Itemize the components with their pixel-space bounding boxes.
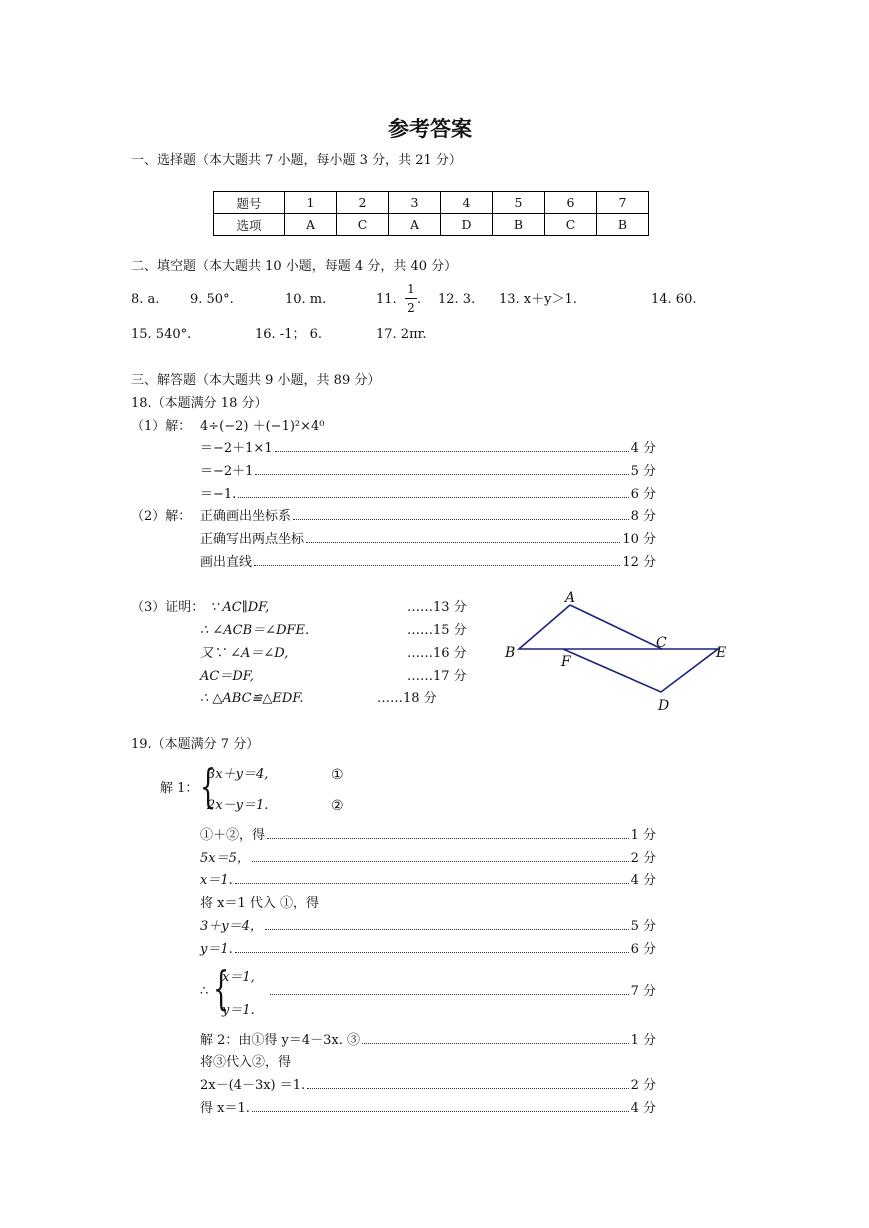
answer-q10: 10. m. (285, 292, 327, 307)
q18-heading: 18.（本题满分 18 分） (131, 396, 268, 411)
proof-score: ……18 分 (377, 691, 437, 706)
step-score: 10 分 (622, 532, 656, 547)
table-row-answers (214, 214, 649, 236)
fraction-bar (405, 298, 417, 299)
answer-table (213, 191, 649, 236)
answer-q16: 16. -1； 6. (255, 327, 323, 342)
proof-step: ∴ △ABC≌△EDF. (200, 691, 304, 706)
proof-score: ……13 分 (407, 600, 467, 615)
triangle-figure (495, 585, 735, 720)
section1-heading: 一、选择题（本大题共 7 小题，每小题 3 分，共 21 分） (131, 153, 462, 168)
step-score: 1 分 (630, 1033, 656, 1048)
result-y: y＝1. (222, 1003, 255, 1018)
proof-score: ……17 分 (407, 669, 467, 684)
dot-leader (254, 565, 620, 566)
label-a: A (565, 590, 576, 606)
table-header-label: 题号 (214, 192, 285, 214)
label-c: C (656, 635, 667, 651)
step-text: 解 2：由①得 y＝4－3x. ③ (200, 1033, 361, 1048)
brace-symbol: { (213, 961, 230, 1015)
step-text: 画出直线 (200, 555, 253, 570)
q19-substitute-text: 将 x＝1 代入 ①，得 (200, 896, 319, 911)
step-score: 8 分 (630, 509, 656, 524)
table-answer-label: 选项 (214, 214, 285, 236)
table-cell: 3 (389, 192, 441, 214)
proof-score: ……16 分 (407, 646, 467, 661)
q18-part1-label: （1）解： (131, 419, 192, 434)
answer-q17: 17. 2πr. (376, 327, 427, 342)
step-score: 4 分 (630, 441, 656, 456)
dot-leader (252, 1111, 629, 1112)
answer-q8: 8. a. (131, 292, 160, 307)
dot-leader (275, 451, 629, 452)
equation-1: 3x＋y＝4, (207, 767, 269, 782)
table-cell: A (285, 214, 337, 236)
section2-heading: 二、填空题（本大题共 10 小题，每题 4 分，共 40 分） (131, 259, 458, 274)
proof-step: ∵ AC∥DF, (210, 600, 270, 615)
step-score: 2 分 (630, 851, 656, 866)
q18-part1-step (200, 463, 656, 481)
q19-step (200, 918, 656, 936)
answer-q14: 14. 60. (651, 292, 697, 307)
step-text: x＝1. (200, 873, 233, 888)
step-text: ①＋②，得 (200, 828, 266, 843)
step-text: ＝−2＋1 (200, 464, 254, 479)
q19-heading: 19.（本题满分 7 分） (131, 737, 260, 752)
page-title: 参考答案 (388, 117, 472, 141)
q19-step (200, 850, 656, 868)
dot-leader (293, 519, 629, 520)
step-score: 2 分 (630, 1078, 656, 1093)
table-cell: 7 (597, 192, 649, 214)
segment-ac (570, 605, 662, 649)
step-text: 2x－(4－3x) ＝1. (200, 1078, 306, 1093)
q19-step (200, 872, 656, 890)
table-cell: C (545, 214, 597, 236)
q19-step (200, 941, 656, 959)
step-text: 正确写出两点坐标 (200, 532, 305, 547)
step-score: 4 分 (630, 1101, 656, 1116)
label-e: E (716, 645, 727, 661)
q18-part1-expression: 4÷(−2) ＋(−1)²×4⁰ (200, 419, 325, 434)
q19-solution2-substitute: 将③代入②，得 (200, 1055, 292, 1070)
step-text: ＝−2＋1×1 (200, 441, 273, 456)
step-text: 得 x＝1. (200, 1101, 250, 1116)
therefore-symbol: ∴ (200, 984, 209, 999)
q18-part2-step (200, 508, 656, 526)
label-d: D (658, 698, 670, 714)
label-f: F (561, 654, 571, 670)
dot-leader (252, 861, 629, 862)
equation-2-mark: ② (331, 798, 344, 814)
answer-q11-label: 11. (376, 292, 397, 307)
q19-step (200, 827, 656, 845)
table-row-numbers (214, 192, 649, 214)
dot-leader (235, 952, 629, 953)
section3-heading: 三、解答题（本大题共 9 小题，共 89 分） (131, 373, 381, 388)
answer-q11-denominator: 2 (407, 301, 415, 315)
step-score: 6 分 (630, 942, 656, 957)
step-text: 正确画出坐标系 (200, 509, 292, 524)
answer-q12: 12. 3. (438, 292, 476, 307)
proof-score: ……15 分 (407, 623, 467, 638)
step-text: 5x＝5， (200, 851, 250, 866)
q18-part3-label: （3）证明： (131, 600, 205, 615)
dot-leader (267, 838, 629, 839)
q18-part2-step (200, 531, 656, 549)
step-score: 12 分 (622, 555, 656, 570)
dot-leader (255, 474, 628, 475)
figure-lines (519, 605, 718, 692)
proof-step: AC＝DF, (200, 669, 254, 684)
brace-symbol: { (200, 759, 217, 813)
dot-leader (265, 929, 629, 930)
q19-solution1-label: 解 1： (160, 781, 199, 796)
step-score: 7 分 (630, 984, 656, 999)
step-text: 3＋y＝4， (200, 919, 263, 934)
table-cell: 6 (545, 192, 597, 214)
step-score: 5 分 (630, 464, 656, 479)
table-cell: 4 (441, 192, 493, 214)
answer-q11-end: . (417, 292, 422, 307)
q19-solution2-step (200, 1100, 656, 1118)
table-cell: 1 (285, 192, 337, 214)
step-score: 1 分 (630, 828, 656, 843)
step-text: y＝1. (200, 942, 233, 957)
answer-q9: 9. 50°. (190, 292, 234, 307)
table-cell: 5 (493, 192, 545, 214)
answer-q15: 15. 540°. (131, 327, 192, 342)
dot-leader (238, 497, 628, 498)
q19-result-score (268, 983, 656, 1001)
answer-q11-numerator: 1 (407, 282, 415, 296)
step-score: 5 分 (630, 919, 656, 934)
answer-q13: 13. x＋y＞1. (499, 292, 577, 307)
proof-step: ∴ ∠ACB＝∠DFE. (200, 623, 310, 638)
q18-part2-step (200, 554, 656, 572)
equation-2: 2x－y＝1. (207, 798, 269, 813)
q18-part1-step (200, 440, 656, 458)
dot-leader (270, 994, 629, 995)
dot-leader (306, 542, 620, 543)
result-x: x＝1, (222, 970, 255, 985)
q19-solution2-step (200, 1077, 656, 1095)
proof-step: 又∵ ∠A＝∠D, (200, 646, 289, 661)
q19-solution2-step (200, 1032, 656, 1050)
table-cell: D (441, 214, 493, 236)
dot-leader (307, 1088, 628, 1089)
q18-part1-step (200, 486, 656, 504)
table-cell: 2 (337, 192, 389, 214)
step-text: ＝−1. (200, 487, 237, 502)
table-cell: A (389, 214, 441, 236)
q18-part2-label: （2）解： (131, 509, 192, 524)
table-cell: B (597, 214, 649, 236)
equation-1-mark: ① (331, 767, 344, 783)
step-score: 6 分 (630, 487, 656, 502)
label-b: B (505, 645, 516, 661)
dot-leader (235, 883, 629, 884)
step-score: 4 分 (630, 873, 656, 888)
dot-leader (362, 1043, 629, 1044)
table-cell: B (493, 214, 545, 236)
table-cell: C (337, 214, 389, 236)
